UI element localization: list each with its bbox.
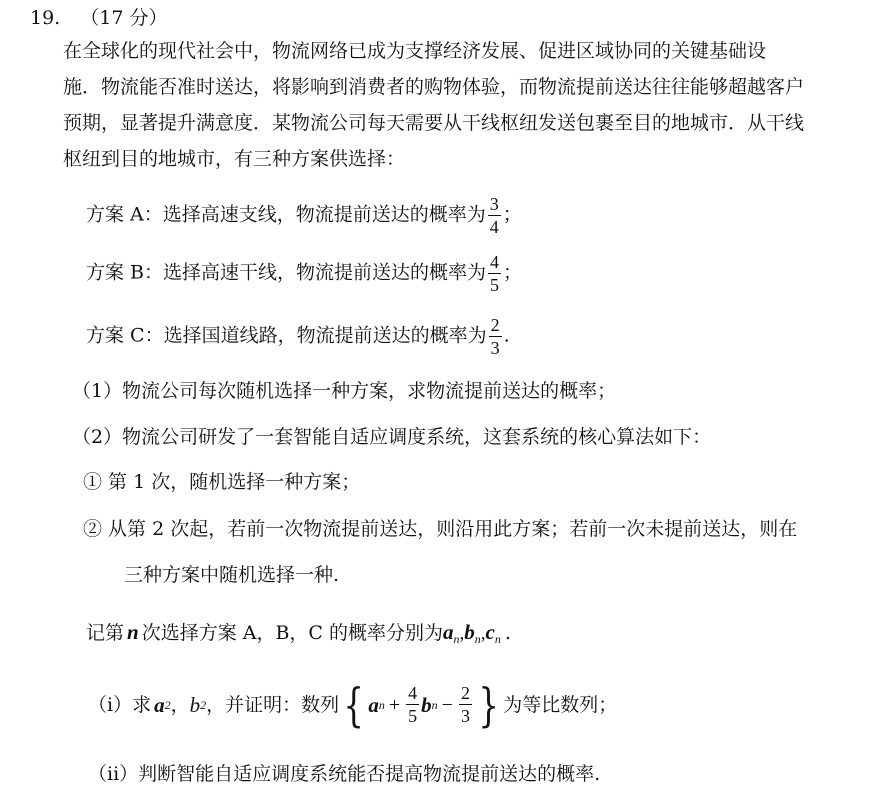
intro-line-4: 枢纽到目的地城市，有三种方案供选择：	[63, 148, 406, 170]
algorithm-step-2-line-2: 三种方案中随机选择一种.	[124, 564, 340, 586]
def-a-sub: n	[453, 632, 460, 646]
question-2: （2）物流公司研发了一套智能自适应调度系统，这套系统的核心算法如下：	[72, 426, 712, 448]
seq-frac-2	[459, 684, 472, 725]
sequence-expression	[339, 677, 503, 732]
plan-c-denominator: 3	[490, 338, 500, 358]
qi-sep: ，	[170, 693, 190, 716]
intro-line-2: 施．物流能否准时送达，将影响到消费者的购物体验，而物流提前送达往往能够超越客户	[63, 76, 805, 98]
qi-middle: ，并证明：数列	[206, 693, 340, 716]
qi-a2: a	[154, 692, 165, 717]
seq-frac-1	[406, 684, 419, 725]
plan-b-text: 方案 B：选择高速干线，物流提前送达的概率为	[86, 261, 487, 284]
plan-b	[86, 253, 522, 294]
plan-a-denominator: 4	[489, 217, 499, 237]
seq-plus: +	[388, 693, 401, 716]
right-brace: }	[478, 677, 499, 732]
plan-c	[86, 316, 510, 357]
plan-a-end: ；	[502, 203, 522, 226]
problem-score: （17 分）	[80, 7, 168, 29]
def-b: b	[464, 620, 475, 644]
def-c: c	[485, 620, 495, 644]
def-prefix: 记第	[86, 622, 125, 644]
qi-b2: b	[189, 692, 201, 717]
plan-a-probability	[488, 195, 501, 236]
seq-frac-1-num: 4	[408, 683, 418, 703]
qi-a2-sub: 2	[164, 697, 171, 712]
problem-number: 19.	[30, 7, 61, 29]
plan-b-probability	[488, 253, 501, 294]
algorithm-step-2-line-1: ② 从第 2 次起，若前一次物流提前送达，则沿用此方案；若前一次未提前送达，则在	[83, 518, 798, 540]
plan-a	[86, 195, 522, 236]
left-brace: {	[343, 677, 364, 732]
plan-a-text: 方案 A：选择高速支线，物流提前送达的概率为	[86, 203, 486, 226]
plan-c-probability	[489, 316, 502, 357]
seq-frac-2-num: 2	[460, 683, 470, 703]
def-c-sub: n	[494, 632, 501, 646]
seq-b: b	[421, 692, 432, 717]
qi-b2-sub: 2	[200, 697, 207, 712]
question-i	[88, 677, 618, 732]
seq-minus: −	[441, 693, 453, 716]
seq-frac-1-den: 5	[408, 706, 418, 726]
plan-b-end: ；	[503, 261, 523, 284]
question-ii: （ii）判断智能自适应调度系统能否提高物流提前送达的概率.	[88, 763, 601, 785]
def-a: a	[443, 620, 454, 644]
plan-b-denominator: 5	[490, 275, 500, 295]
def-end: .	[504, 622, 511, 644]
definition-line	[86, 620, 511, 651]
def-middle: 次选择方案 A，B，C 的概率分别为	[141, 622, 444, 644]
qi-end: 为等比数列；	[503, 693, 618, 716]
def-b-sub: n	[474, 632, 481, 646]
problem-header	[30, 6, 167, 30]
def-comma-2: ,	[480, 623, 486, 644]
intro-line-3: 预期，显著提升满意度．某物流公司每天需要从干线枢纽发送包裹至目的地城市．从干线	[63, 112, 805, 134]
algorithm-step-1: ① 第 1 次，随机选择一种方案；	[83, 471, 361, 493]
intro-line-1: 在全球化的现代社会中，物流网络已成为支撑经济发展、促进区域协同的关键基础设	[63, 40, 767, 62]
seq-b-sub: n	[431, 697, 438, 712]
def-n: n	[127, 620, 139, 644]
question-1: （1）物流公司每次随机选择一种方案，求物流提前送达的概率；	[72, 380, 617, 402]
qi-prefix: （i）求	[88, 693, 152, 716]
plan-c-end: .	[503, 324, 510, 347]
plan-a-numerator: 3	[489, 194, 499, 214]
plan-c-numerator: 2	[490, 315, 500, 335]
seq-a-sub: n	[378, 697, 385, 712]
plan-b-numerator: 4	[490, 252, 500, 272]
plan-c-text: 方案 C：选择国道线路，物流提前送达的概率为	[86, 324, 487, 347]
seq-frac-2-den: 3	[460, 706, 470, 726]
seq-a: a	[368, 692, 379, 717]
def-comma-1: ,	[459, 623, 465, 644]
